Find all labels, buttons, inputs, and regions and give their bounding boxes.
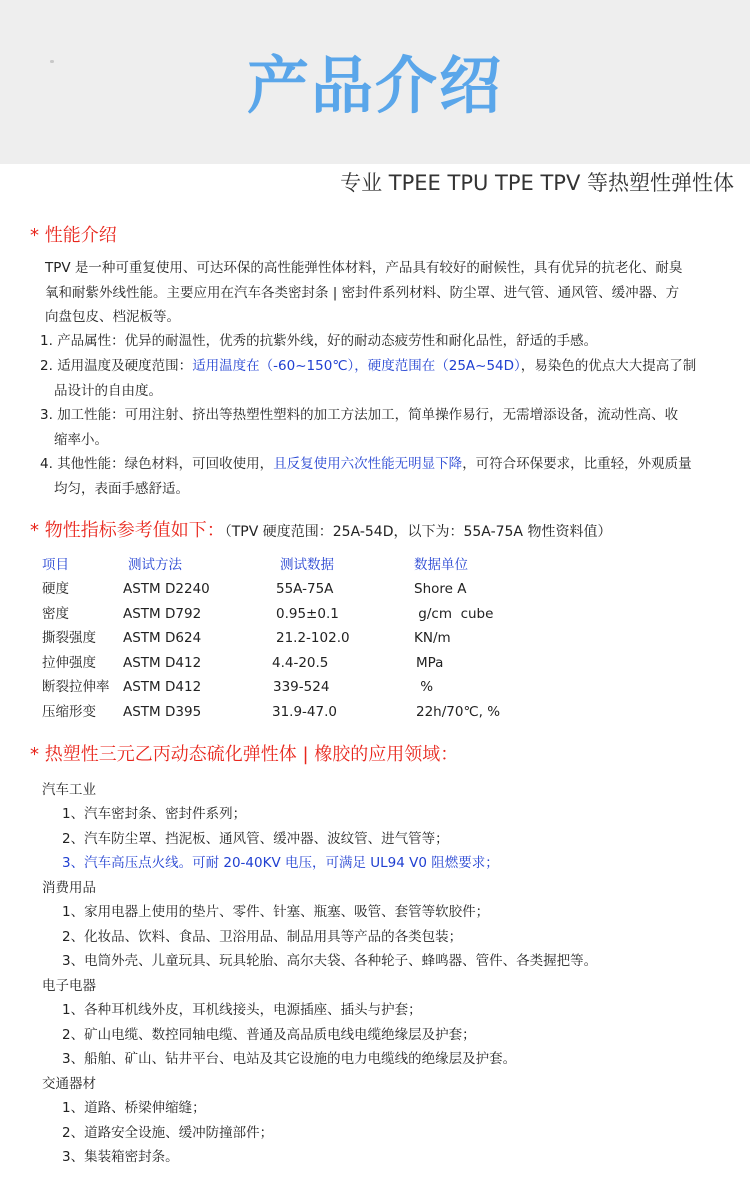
subtitle: 专业 TPEE TPU TPE TPV 等热塑性弹性体 xyxy=(340,171,734,195)
properties-heading xyxy=(30,518,611,545)
table-cell: ASTM D624 xyxy=(123,630,202,646)
banner xyxy=(0,0,750,164)
table-header: 项目 xyxy=(42,557,69,573)
table-header: 测试数据 xyxy=(280,557,334,573)
table-cell: ASTM D412 xyxy=(123,655,202,671)
performance-intro xyxy=(45,256,715,330)
performance-heading: * 性能介绍 xyxy=(30,225,117,246)
application-item: 1、各种耳机线外皮，耳机线接头，电源插座、插头与护套； xyxy=(62,1002,422,1018)
item-number: 3. xyxy=(40,407,53,423)
properties-note: （TPV 硬度范围：25A-54D，以下为：55A-75A 物性资料值） xyxy=(224,524,612,540)
item-text: 适用温度及硬度范围： xyxy=(57,358,193,374)
application-item: 3、汽车高压点火线。可耐 20-40KV 电压，可满足 UL94 V0 阻燃要求； xyxy=(62,855,499,871)
applications-heading: * 热塑性三元乙丙动态硫化弹性体 | 橡胶的应用领域： xyxy=(30,744,459,765)
application-item: 3、船舶、矿山、钻井平台、电站及其它设施的电力电缆线的绝缘层及护套。 xyxy=(62,1051,517,1067)
table-cell: 断裂拉伸率 xyxy=(42,679,110,695)
performance-item xyxy=(40,452,720,501)
table-cell: 21.2-102.0 xyxy=(276,630,350,646)
category-title: 电子电器 xyxy=(42,978,96,994)
application-item: 2、汽车防尘罩、挡泥板、通风管、缓冲器、波纹管、进气管等； xyxy=(62,831,449,847)
table-header: 数据单位 xyxy=(414,557,468,573)
item-number: 4. xyxy=(40,456,53,472)
table-cell: Shore A xyxy=(414,581,467,597)
item-number: 2. xyxy=(40,358,53,374)
table-cell: 拉伸强度 xyxy=(42,655,96,671)
intro-line: 向盘包皮、档泥板等。 xyxy=(45,309,180,325)
table-cell: 339-524 xyxy=(273,679,330,695)
application-item: 2、道路安全设施、缓冲防撞部件； xyxy=(62,1125,274,1141)
performance-item xyxy=(40,329,720,354)
table-cell: 55A-75A xyxy=(276,581,334,597)
item-continuation: 缩率小。 xyxy=(54,431,108,448)
item-highlight: 适用温度在（-60~150℃），硬度范围在（25A~54D） xyxy=(192,358,521,374)
table-cell: ASTM D395 xyxy=(123,704,202,720)
application-item: 3、集装箱密封条。 xyxy=(62,1149,179,1165)
table-cell: 密度 xyxy=(42,606,69,622)
properties-heading-text: * 物性指标参考值如下： xyxy=(30,520,225,541)
table-cell: ASTM D2240 xyxy=(123,581,210,597)
intro-line: TPV 是一种可重复使用、可达环保的高性能弹性体材料，产品具有较好的耐候性，具有优异的抗老化、耐臭 xyxy=(45,260,683,276)
table-cell: 22h/70℃, % xyxy=(416,704,501,720)
table-cell: 压缩形变 xyxy=(42,704,96,720)
application-item: 1、道路、桥梁伸缩缝； xyxy=(62,1100,206,1116)
performance-item xyxy=(40,354,720,403)
item-continuation: 均匀，表面手感舒适。 xyxy=(54,480,189,497)
table-cell: 4.4-20.5 xyxy=(272,655,329,671)
table-cell: g/cm cube xyxy=(414,606,494,622)
application-item: 1、家用电器上使用的垫片、零件、针塞、瓶塞、吸管、套管等软胶件； xyxy=(62,904,490,920)
category-title: 汽车工业 xyxy=(42,782,96,798)
banner-title: 产品介绍 xyxy=(246,49,503,122)
application-item: 1、汽车密封条、密封件系列； xyxy=(62,806,247,822)
application-item: 2、矿山电缆、数控同轴电缆、普通及高品质电线电缆绝缘层及护套； xyxy=(62,1027,476,1043)
table-cell: MPa xyxy=(416,655,444,671)
table-cell: 硬度 xyxy=(42,581,69,597)
item-number: 1. xyxy=(40,333,53,349)
table-header: 测试方法 xyxy=(128,557,182,573)
table-cell: 0.95±0.1 xyxy=(276,606,339,622)
application-item: 3、电筒外壳、儿童玩具、玩具轮胎、高尔夫袋、各种轮子、蜂鸣器、管件、各类握把等。 xyxy=(62,953,598,969)
table-cell: % xyxy=(416,679,434,695)
item-text-tail: ，易染色的优点大大提高了制 xyxy=(520,358,697,374)
table-cell: ASTM D412 xyxy=(123,679,202,695)
intro-line: 氧和耐紫外线性能。主要应用在汽车各类密封条 | 密封件系列材料、防尘罩、进气管、通风管、缓冲器、方 xyxy=(45,284,680,301)
table-cell: 撕裂强度 xyxy=(42,630,96,646)
item-text: 加工性能：可用注射、挤出等热塑性塑料的加工方法加工，简单操作易行，无需增添设备，流动性高、收 xyxy=(57,407,679,423)
application-item: 2、化妆品、饮料、食品、卫浴用品、制品用具等产品的各类包装； xyxy=(62,929,463,945)
item-continuation: 品设计的自由度。 xyxy=(54,382,162,399)
item-text: 其他性能：绿色材料，可回收使用， xyxy=(57,456,274,472)
table-cell: 31.9-47.0 xyxy=(272,704,337,720)
table-cell: ASTM D792 xyxy=(123,606,202,622)
category-title: 消费用品 xyxy=(42,880,96,896)
item-text-tail: ，可符合环保要求，比重轻，外观质量 xyxy=(462,456,692,472)
item-highlight: 且反复使用六次性能无明显下降 xyxy=(273,456,463,472)
item-text: 产品属性：优异的耐温性，优秀的抗紫外线，好的耐动态疲劳性和耐化品性，舒适的手感。 xyxy=(57,333,598,349)
table-cell: KN/m xyxy=(414,630,451,646)
category-title: 交通器材 xyxy=(42,1076,96,1092)
performance-item xyxy=(40,403,720,452)
